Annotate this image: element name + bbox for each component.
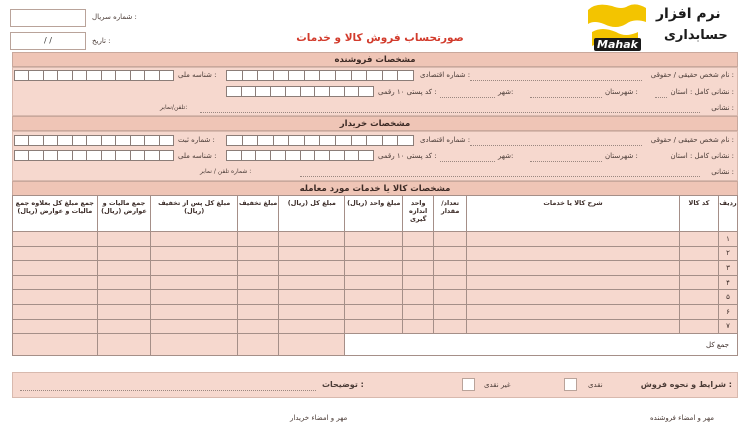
seller-national-label: شناسه ملی : [178, 71, 217, 79]
buyer-registration-label: شماره ثبت : [178, 136, 215, 144]
buyer-address-label: نشانی کامل : استان : [670, 152, 734, 160]
logo-brand: Mahak [594, 38, 641, 51]
page-title: صورتحساب فروش کالا و خدمات [296, 32, 464, 44]
seller-postal-label: کد پستی ۱۰ رقمی : [378, 88, 437, 96]
table-row[interactable] [13, 232, 738, 247]
noncash-checkbox[interactable] [462, 378, 475, 391]
row-number: ۵ [719, 290, 738, 305]
total-row [13, 334, 738, 356]
col-after-discount: مبلغ کل پس از تخفیف (ریال) [151, 196, 238, 232]
col-code: کد کالا [679, 196, 718, 232]
row-number: ۴ [719, 275, 738, 290]
seller-county-label: شهرستان : [605, 88, 638, 96]
seller-address-label: نشانی کامل : استان : [670, 88, 734, 96]
col-discount: مبلغ تخفیف [238, 196, 279, 232]
terms-panel [12, 372, 738, 398]
logo-word1: نرم افزار [656, 6, 721, 22]
noncash-label: غیر نقدی [484, 381, 511, 389]
table-row[interactable] [13, 290, 738, 305]
buyer-signature-label: مهر و امضاء خریدار [290, 414, 348, 422]
row-number: ۱ [719, 232, 738, 247]
seller-city-label: شهر: [498, 88, 514, 96]
items-title: مشخصات کالا یا خدمات مورد معامله [12, 181, 738, 196]
buyer-phone-label: شماره تلفن / نمابر : [200, 168, 252, 175]
col-qty: تعداد/ مقدار [434, 196, 467, 232]
table-row[interactable] [13, 275, 738, 290]
date-label: تاریخ : [92, 37, 111, 45]
buyer-national-cells[interactable] [14, 150, 174, 161]
seller-address2-label: نشانی : [711, 104, 734, 112]
col-unit: واحد اندازه گیری [403, 196, 434, 232]
row-number: ۶ [719, 304, 738, 319]
buyer-title: مشخصات خریدار [12, 116, 738, 131]
logo-word2: حسابداری [664, 28, 728, 43]
row-number: ۷ [719, 319, 738, 334]
col-desc: شرح کالا یا خدمات [467, 196, 680, 232]
buyer-name-label: نام شخص حقیقی / حقوقی : [650, 136, 734, 144]
items-table [12, 195, 738, 356]
buyer-county-label: شهرستان : [605, 152, 638, 160]
col-unit-price: مبلغ واحد (ریال) [345, 196, 403, 232]
col-total: مبلغ کل (ریال) [279, 196, 345, 232]
cash-label: نقدی [588, 381, 603, 389]
buyer-national-label: شناسه ملی : [178, 152, 217, 160]
table-row[interactable] [13, 246, 738, 261]
seller-signature-label: مهر و امضاء فروشنده [650, 414, 714, 422]
row-number: ۳ [719, 261, 738, 276]
row-number: ۲ [719, 246, 738, 261]
buyer-registration-cells[interactable] [14, 135, 174, 146]
seller-name-label: نام شخص حقیقی / حقوقی : [650, 71, 734, 79]
buyer-address2-label: نشانی : [711, 168, 734, 176]
notes-label: توضیحات : [322, 380, 364, 389]
seller-national-cells[interactable] [14, 70, 174, 81]
buyer-economic-label: شماره اقتصادی : [420, 136, 471, 144]
serial-field[interactable] [10, 9, 86, 27]
seller-phone-label: تلفن/نمابر: [160, 104, 188, 111]
buyer-postal-label: کد پستی ۱۰ رقمی : [378, 152, 437, 160]
seller-postal-cells[interactable] [226, 86, 374, 97]
col-tax: جمع مالیات و عوارض (ریال) [97, 196, 151, 232]
buyer-city-label: شهر: [498, 152, 514, 160]
seller-economic-label: شماره اقتصادی : [420, 71, 471, 79]
col-row: ردیف [719, 196, 738, 232]
date-field[interactable]: / / [10, 32, 86, 50]
seller-economic-cells[interactable] [226, 70, 414, 81]
table-row[interactable] [13, 319, 738, 334]
buyer-postal-cells[interactable] [226, 150, 374, 161]
table-row[interactable] [13, 304, 738, 319]
col-grand: جمع مبلغ کل بعلاوه جمع مالیات و عوارض (ریال) [13, 196, 98, 232]
seller-title: مشخصات فروشنده [12, 52, 738, 67]
table-row[interactable] [13, 261, 738, 276]
cash-checkbox[interactable] [564, 378, 577, 391]
terms-label: شرایط و نحوه فروش : [640, 380, 732, 389]
serial-label: شماره سریال : [92, 13, 137, 21]
buyer-economic-cells[interactable] [226, 135, 414, 146]
total-label: جمع کل [345, 334, 738, 356]
